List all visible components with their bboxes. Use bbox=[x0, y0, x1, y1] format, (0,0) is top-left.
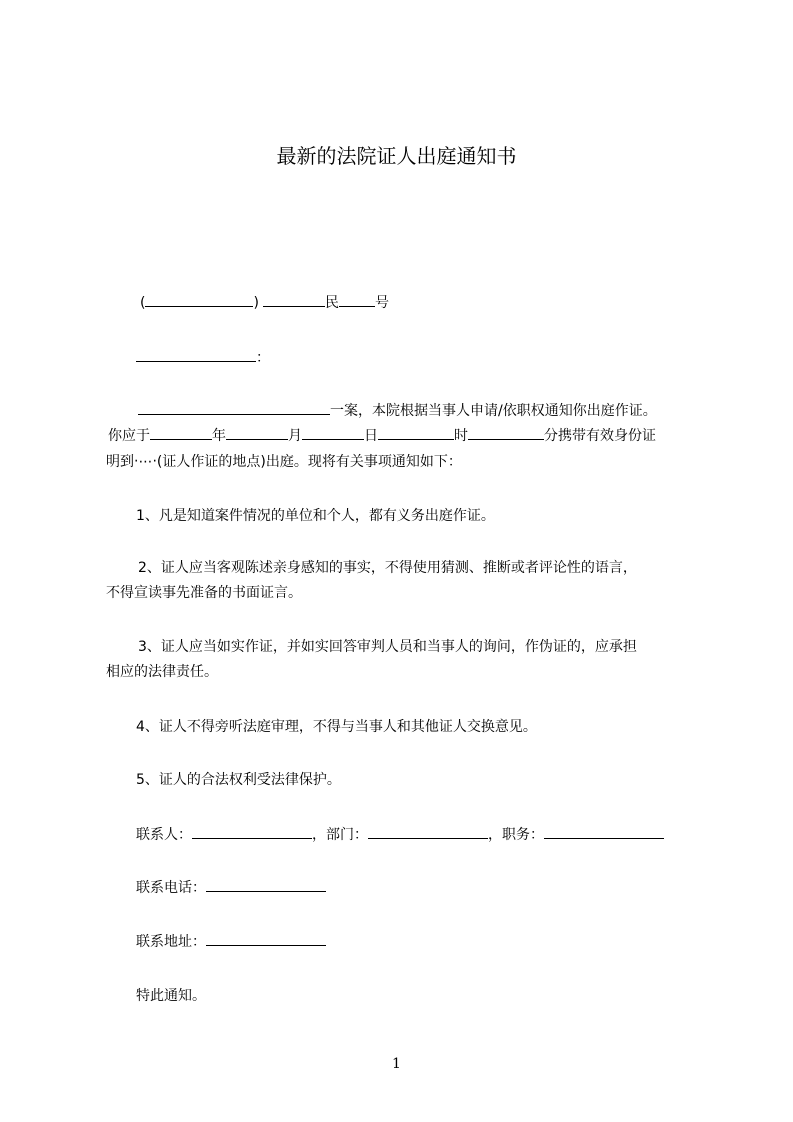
addressee-line bbox=[136, 347, 270, 368]
closing-text: 特此通知。 bbox=[136, 988, 206, 1004]
address-blank bbox=[206, 931, 326, 946]
item-5: 5、证人的合法权利受法律保护。 bbox=[136, 772, 341, 788]
court-code-blank bbox=[263, 292, 325, 307]
intro-bring: 分携带有效身份证 bbox=[544, 428, 656, 444]
position-label: ，职务： bbox=[488, 827, 544, 843]
position-blank bbox=[544, 824, 664, 839]
addressee-colon: ： bbox=[256, 350, 270, 366]
address-label: 联系地址： bbox=[136, 934, 206, 950]
year-blank bbox=[150, 425, 212, 440]
page-number: 1 bbox=[392, 1056, 401, 1072]
item-3-line-2: 相应的法律责任。 bbox=[106, 664, 218, 680]
minute-blank bbox=[468, 425, 544, 440]
contact-person-label: 联系人： bbox=[136, 827, 192, 843]
case-name-blank bbox=[138, 400, 330, 415]
case-seq-blank bbox=[339, 292, 375, 307]
item-3-line-1: 3、证人应当如实作证，并如实回答审判人员和当事人的询问，作伪证的，应承担 bbox=[138, 639, 637, 655]
item-4: 4、证人不得旁听法庭审理，不得与当事人和其他证人交换意见。 bbox=[136, 719, 537, 735]
intro-line-3: 明到‧⋯‧(证人作证的地点)出庭。现将有关事项通知如下： bbox=[106, 454, 462, 470]
addressee-blank bbox=[136, 347, 256, 362]
phone-line bbox=[136, 877, 326, 898]
department-blank bbox=[368, 824, 488, 839]
phone-blank bbox=[206, 877, 326, 892]
case-type-min: 民 bbox=[324, 295, 339, 311]
department-label: ，部门： bbox=[312, 827, 368, 843]
intro-case-suffix: 一案，本院根据当事人申请/依职权通知你出庭作证。 bbox=[330, 403, 657, 419]
address-line bbox=[136, 931, 326, 952]
contact-person-blank bbox=[192, 824, 312, 839]
item-2-line-1: 2、证人应当客观陈述亲身感知的事实，不得使用猜测、推断或者评论性的语言， bbox=[138, 560, 637, 576]
document-title: 最新的法院证人出庭通知书 bbox=[276, 144, 517, 168]
case-number-line bbox=[140, 292, 389, 313]
item-2-line-2: 不得宣读事先准备的书面证言。 bbox=[106, 585, 302, 601]
intro-line-2 bbox=[108, 425, 656, 446]
case-close-paren: ) bbox=[253, 295, 259, 311]
contact-line bbox=[136, 824, 664, 845]
year-label: 年 bbox=[212, 428, 226, 444]
day-blank bbox=[302, 425, 364, 440]
case-open-paren: ( bbox=[140, 295, 146, 311]
intro-prefix: 你应于 bbox=[108, 428, 150, 444]
intro-line-1 bbox=[138, 400, 657, 421]
phone-label: 联系电话： bbox=[136, 880, 206, 896]
hour-blank bbox=[378, 425, 454, 440]
month-label: 月 bbox=[288, 428, 302, 444]
day-label: 日 bbox=[364, 428, 378, 444]
hour-label: 时 bbox=[454, 428, 468, 444]
month-blank bbox=[226, 425, 288, 440]
case-hao: 号 bbox=[374, 295, 389, 311]
item-1: 1、凡是知道案件情况的单位和个人，都有义务出庭作证。 bbox=[136, 508, 495, 524]
case-year-blank bbox=[145, 292, 253, 307]
